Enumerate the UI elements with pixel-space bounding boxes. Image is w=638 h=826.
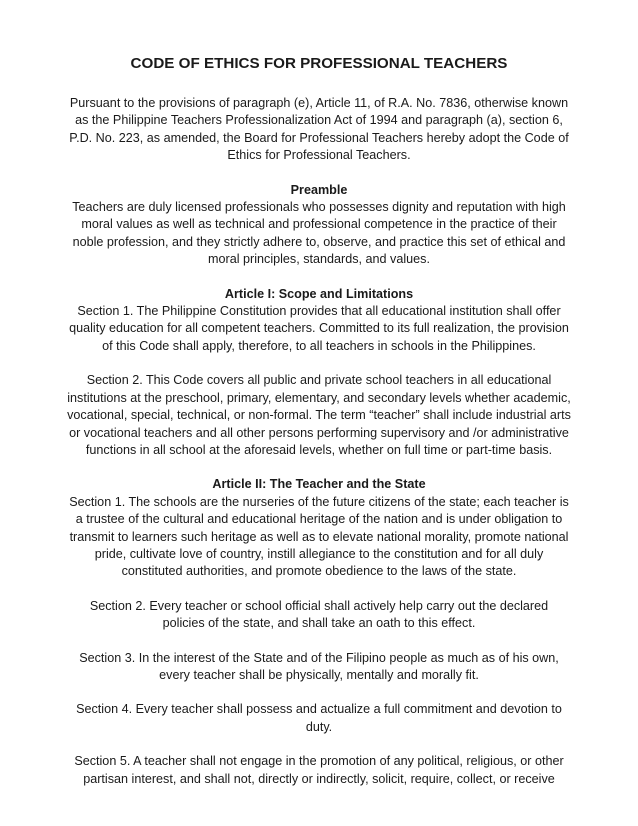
article-2-heading: Article II: The Teacher and the State	[212, 477, 426, 492]
article-2-section	[69, 476, 569, 580]
preamble-section	[72, 182, 566, 269]
article-1-section-2: Section 2. This Code covers all public and private school teachers in all educational institutions at the preschool, primary, elementary, and secondary levels whether academic, vocational, special, technical, or non-formal. The term “teacher” shall include industrial arts or vocational teachers and all other persons performing supervisory and /or administrative functions in all school at the aforesaid levels, whether on full time or part-time basis.	[67, 373, 571, 457]
article-2-section-4: Section 4. Every teacher shall possess and actualize a full commitment and devotion to duty.	[76, 702, 562, 734]
article-1-section-1: Section 1. The Philippine Constitution provides that all educational institution shall offer quality education for all competent teachers. Committed to its full realization, the provision of this Code shall apply, therefore, to all teachers in schools in the Philippines.	[69, 304, 569, 353]
article-1-heading: Article I: Scope and Limitations	[224, 286, 414, 301]
article-2-section-2: Section 2. Every teacher or school official shall actively help carry out the declared policies of the state, and shall take an oath to this effect.	[89, 598, 549, 631]
preamble-text: Teachers are duly licensed professionals who possesses dignity and reputation with high moral values as well as technical and professional competence in the practice of their noble profession, and they strictly adhere to, observe, and practice this set of ethical and moral principles, standards, and values.	[72, 200, 566, 267]
intro-paragraph: Pursuant to the provisions of paragraph (e), Article 11, of R.A. No. 7836, otherwise known as the Philippine Teachers Professionalization Act of 1994 and paragraph (a), section 6, P.D. No. 223, as amended, the Board for Professional Teachers hereby adopt the Code of Ethics for Professional Teachers.	[69, 96, 569, 163]
article-2-section-3: Section 3. In the interest of the State and of the Filipino people as much as of his own, every teacher shall be physically, mentally and morally fit.	[79, 650, 559, 682]
article-2-section-5: Section 5. A teacher shall not engage in the promotion of any political, religious, or other partisan interest, and shall not, directly or indirectly, solicit, require, collect, or receive	[74, 754, 564, 786]
article-2-section-1: Section 1. The schools are the nurseries of the future citizens of the state; each teacher is a trustee of the cultural and educational heritage of the nation and is under obligation to transmit to learners such heritage as well as to elevate national morality, promote national pride, cultivate love of country, instill allegiance to the constitution and for all duly constituted authorities, and promote obedience to the laws of the state.	[69, 494, 569, 579]
preamble-heading: Preamble	[290, 182, 348, 197]
article-1-section	[69, 286, 569, 356]
document-title: CODE OF ETHICS FOR PROFESSIONAL TEACHERS	[130, 55, 508, 72]
